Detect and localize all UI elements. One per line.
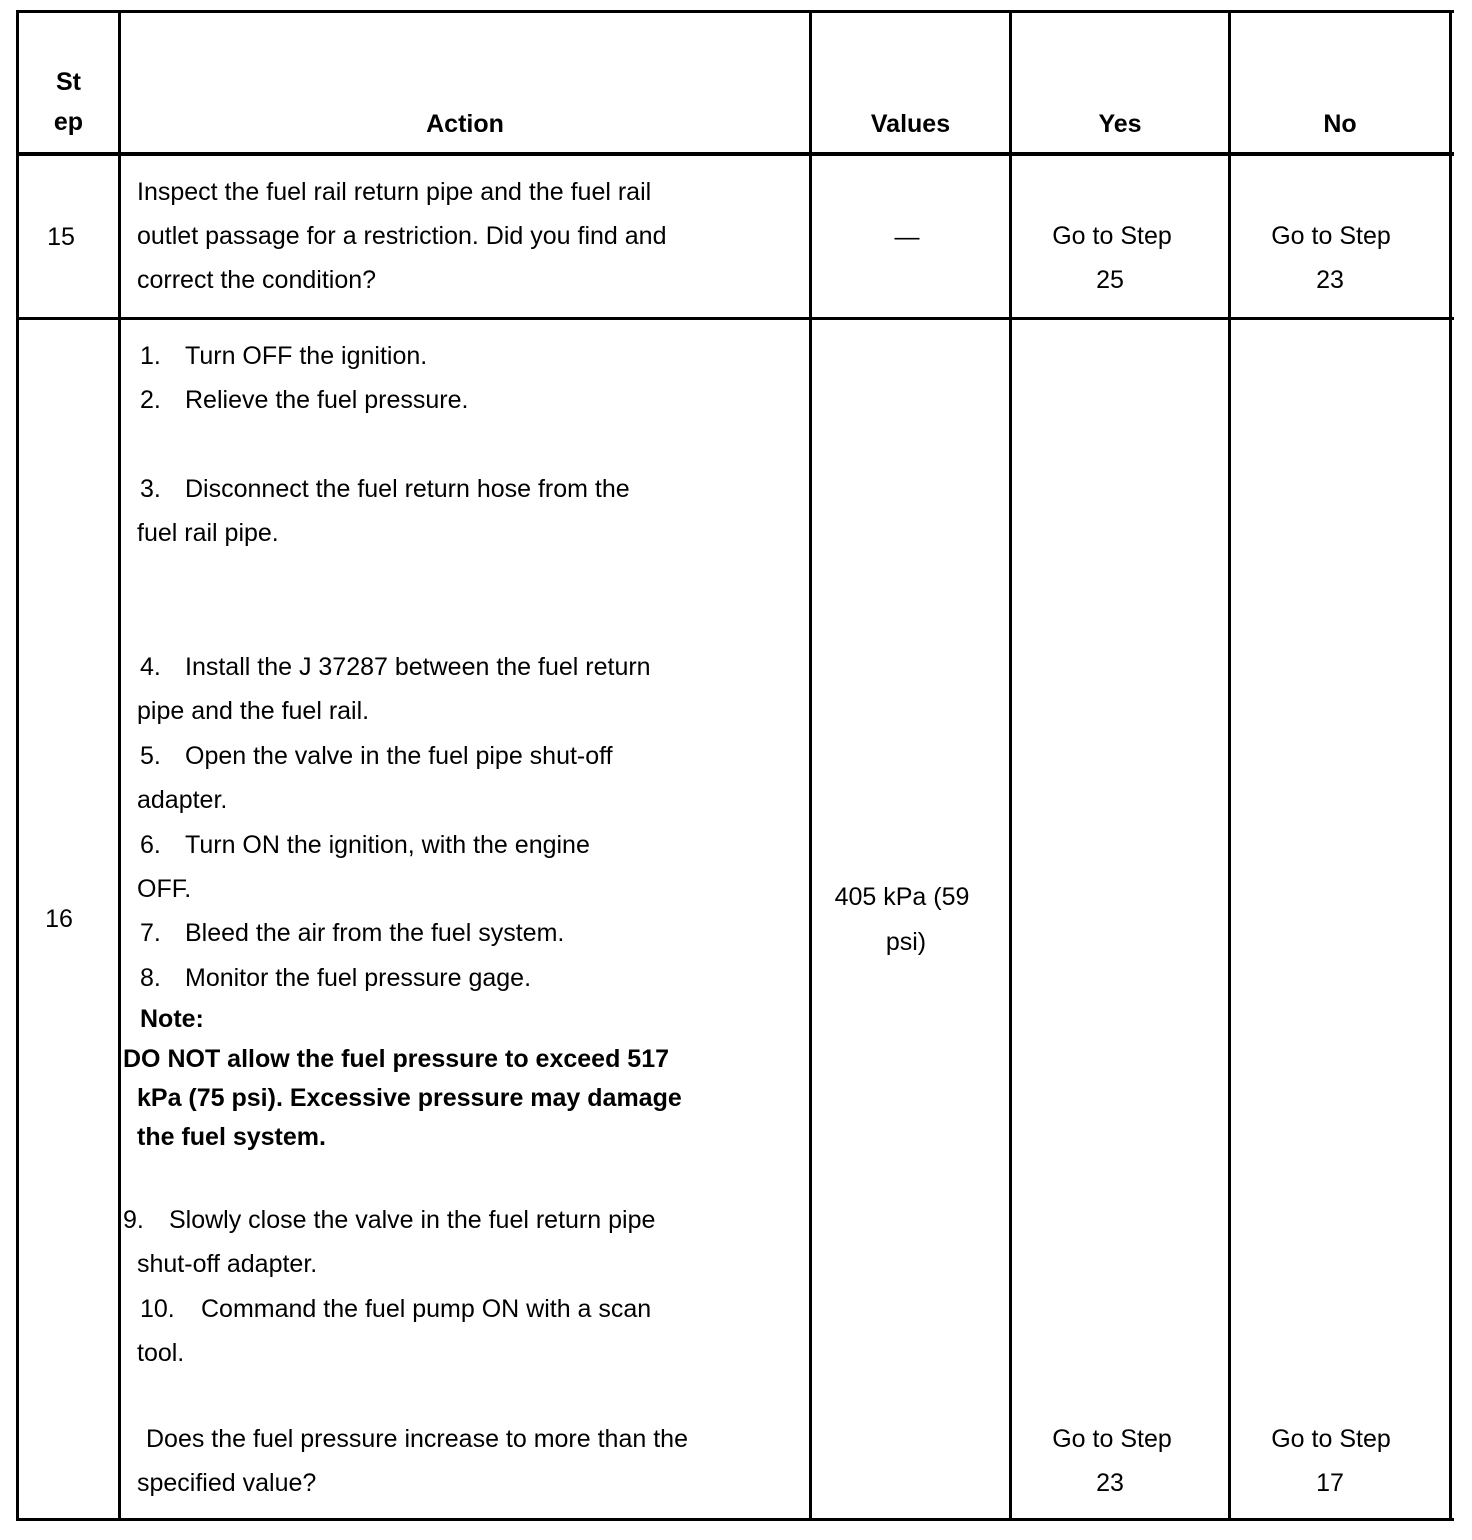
- action-line: outlet passage for a restriction. Did you find and: [137, 222, 667, 250]
- header-step: [19, 62, 118, 142]
- rule-row15: [16, 317, 1454, 320]
- list-item-text: Slowly close the valve in the fuel return pipe: [169, 1206, 656, 1234]
- list-item-text: Monitor the fuel pressure gage.: [185, 964, 532, 992]
- question-line: specified value?: [137, 1469, 317, 1497]
- list-item-number: 8.: [140, 964, 161, 992]
- rule-col1: [118, 10, 121, 1521]
- action-line: Inspect the fuel rail return pipe and the fuel rail: [137, 178, 652, 206]
- list-item-text: Relieve the fuel pressure.: [185, 386, 469, 414]
- list-item-text: Turn OFF the ignition.: [185, 342, 428, 370]
- header-values: Values: [870, 110, 951, 138]
- value-line: 405 kPa (59: [834, 883, 970, 911]
- list-item-number: 5.: [140, 742, 161, 770]
- rule-bottom: [16, 1518, 1454, 1521]
- list-item-cont: tool.: [137, 1339, 185, 1367]
- list-item-text: Bleed the air from the fuel system.: [185, 919, 565, 947]
- list-item-text: Disconnect the fuel return hose from the: [185, 475, 630, 503]
- list-item-text: Turn ON the ignition, with the engine: [185, 831, 590, 859]
- list-item-text: Install the J 37287 between the fuel return: [185, 653, 651, 681]
- no-goto-step: 17: [1316, 1469, 1344, 1497]
- no-goto-line1: Go to Step: [1271, 222, 1391, 250]
- rule-header: [16, 152, 1454, 156]
- rule-top: [16, 10, 1454, 13]
- value-dash: —: [894, 223, 920, 251]
- value-line: psi): [885, 928, 927, 956]
- list-item-cont: OFF.: [137, 875, 192, 903]
- note-line: DO NOT allow the fuel pressure to exceed 517: [123, 1045, 670, 1073]
- step-number-15: 15: [47, 223, 75, 251]
- yes-goto-line1: Go to Step: [1052, 222, 1172, 250]
- list-item-number: 2.: [140, 386, 161, 414]
- list-item-number: 1.: [140, 342, 161, 370]
- yes-goto-step: 25: [1096, 266, 1124, 294]
- action-line: correct the condition?: [137, 266, 377, 294]
- list-item-cont: shut-off adapter.: [137, 1250, 318, 1278]
- rule-right: [1449, 10, 1452, 1521]
- yes-goto-line1: Go to Step: [1052, 1425, 1172, 1453]
- header-action: Action: [426, 110, 504, 138]
- list-item-number: 10.: [140, 1295, 175, 1323]
- step-number-16: 16: [45, 905, 73, 933]
- note-label: Note:: [140, 1005, 204, 1033]
- header-yes: Yes: [1098, 110, 1142, 138]
- list-item-text: Command the fuel pump ON with a scan: [201, 1295, 652, 1323]
- list-item-number: 4.: [140, 653, 161, 681]
- list-item-cont: adapter.: [137, 786, 228, 814]
- no-goto-line1: Go to Step: [1271, 1425, 1391, 1453]
- yes-goto-step: 23: [1096, 1469, 1124, 1497]
- list-item-cont: fuel rail pipe.: [137, 519, 279, 547]
- list-item-number: 3.: [140, 475, 161, 503]
- list-item-number: 6.: [140, 831, 161, 859]
- no-goto-step: 23: [1316, 266, 1344, 294]
- header-no: No: [1323, 110, 1357, 138]
- note-line: kPa (75 psi). Excessive pressure may damage: [137, 1084, 682, 1112]
- list-item-number: 7.: [140, 919, 161, 947]
- note-line: the fuel system.: [137, 1123, 326, 1151]
- list-item-number: 9.: [123, 1206, 144, 1234]
- header-step-line1: St: [56, 68, 81, 96]
- question-line: Does the fuel pressure increase to more than the: [146, 1425, 688, 1453]
- list-item-text: Open the valve in the fuel pipe shut-off: [185, 742, 613, 770]
- header-step-line2: ep: [53, 108, 84, 136]
- list-item-cont: pipe and the fuel rail.: [137, 697, 370, 725]
